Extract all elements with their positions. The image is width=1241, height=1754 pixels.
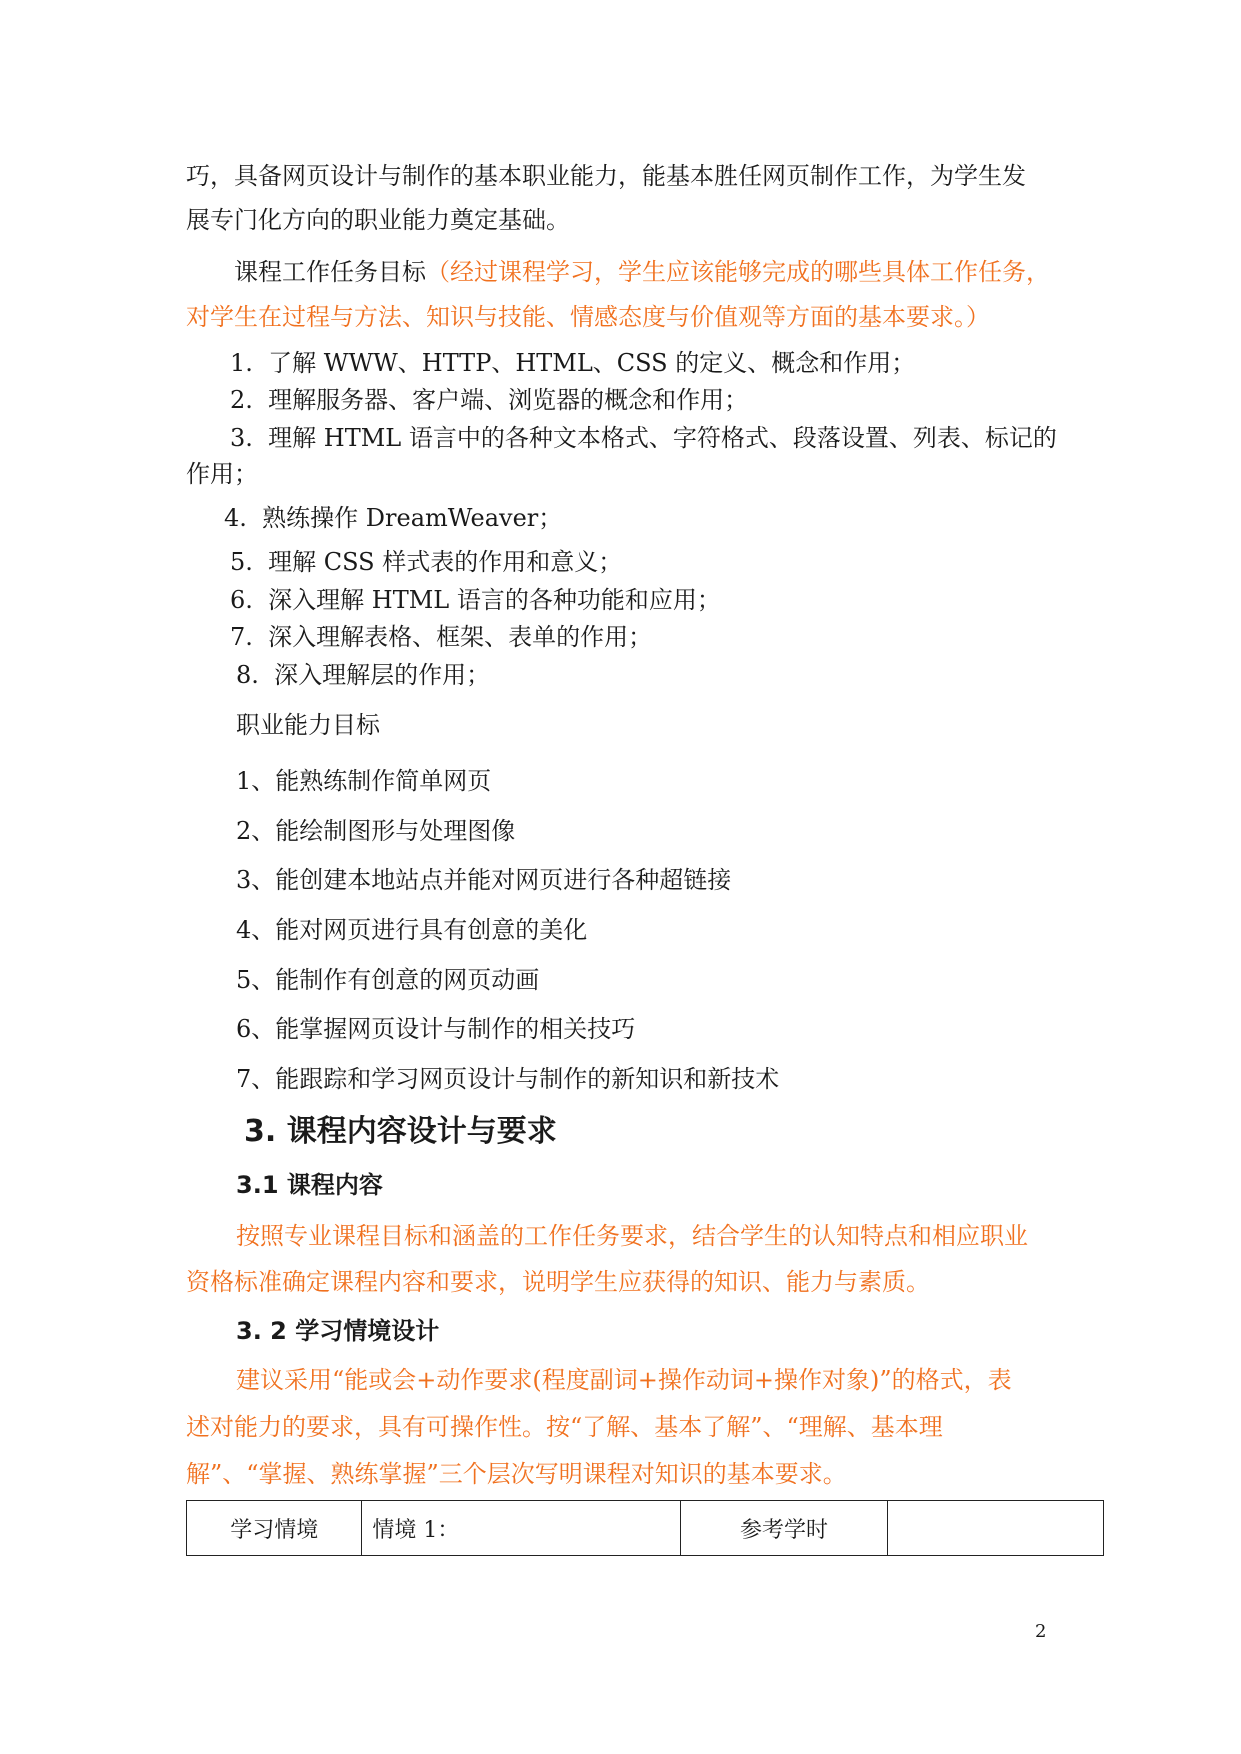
ability-item: 4、能对网页进行具有创意的美化: [236, 916, 588, 944]
task-goal-label: 课程工作任务目标: [234, 258, 426, 286]
ability-item: 6、能掌握网页设计与制作的相关技巧: [236, 1015, 636, 1043]
table-row: [187, 1501, 1104, 1556]
subsection-heading: 3. 2 学习情境设计: [236, 1317, 440, 1345]
task-item: [230, 621, 652, 653]
task-item-text: 理解 CSS 样式表的作用和意义；: [268, 548, 623, 576]
ability-item: 1、能熟练制作简单网页: [236, 767, 492, 795]
learning-situation-table: [186, 1500, 1104, 1556]
subsection-heading: 3.1 课程内容: [236, 1171, 383, 1199]
task-item-text: 熟练操作 DreamWeaver；: [262, 504, 563, 532]
task-item: [230, 422, 1057, 454]
sub1-text-line-2: 资格标准确定课程内容和要求，说明学生应获得的知识、能力与素质。: [186, 1268, 930, 1296]
task-item-number: 5.: [230, 548, 253, 576]
intro-line-1: 巧，具备网页设计与制作的基本职业能力，能基本胜任网页制作工作，为学生发: [186, 162, 1026, 190]
table-cell: 参考学时: [681, 1501, 887, 1556]
ability-item: 5、能制作有创意的网页动画: [236, 966, 540, 994]
ability-item: 3、能创建本地站点并能对网页进行各种超链接: [236, 866, 732, 894]
task-item-continuation: 作用；: [186, 460, 258, 488]
sub2-text-line-3: 解”、“掌握、熟练掌握”三个层次写明课程对知识的基本要求。: [186, 1460, 847, 1488]
task-item: [230, 546, 622, 578]
task-item-number: 2.: [230, 386, 253, 414]
intro-line-2: 展专门化方向的职业能力奠定基础。: [186, 206, 570, 234]
task-item-text: 深入理解 HTML 语言的各种功能和应用；: [268, 586, 721, 614]
page-number: 2: [1035, 1621, 1047, 1642]
task-item-number: 7.: [230, 623, 253, 651]
task-item-text: 理解服务器、客户端、浏览器的概念和作用；: [268, 386, 749, 414]
task-item: [230, 584, 721, 616]
task-item: [224, 502, 562, 534]
task-goal-note-1: （经过课程学习，学生应该能够完成的哪些具体工作任务，: [426, 258, 1050, 286]
sub2-text-line-1: 建议采用“能或会+动作要求(程度副词+操作动词+操作对象)”的格式，表: [236, 1366, 1012, 1394]
table-cell: 学习情境: [187, 1501, 362, 1556]
task-item-text: 深入理解层的作用；: [274, 661, 491, 689]
section-heading: 3. 课程内容设计与要求: [244, 1114, 557, 1149]
task-item-text: 了解 WWW、HTTP、HTML、CSS 的定义、概念和作用；: [268, 349, 916, 377]
sub2-text-line-2: 述对能力的要求，具有可操作性。按“了解、基本了解”、“理解、基本理: [186, 1413, 943, 1441]
task-item: [230, 347, 915, 379]
task-item-number: 4.: [224, 504, 247, 532]
ability-item: 7、能跟踪和学习网页设计与制作的新知识和新技术: [236, 1065, 780, 1093]
task-item: [236, 659, 490, 691]
ability-item: 2、能绘制图形与处理图像: [236, 817, 516, 845]
table-cell-empty: [887, 1501, 1103, 1556]
task-item: [230, 384, 748, 416]
task-item-text: 理解 HTML 语言中的各种文本格式、字符格式、段落设置、列表、标记的: [268, 424, 1057, 452]
task-item-text: 深入理解表格、框架、表单的作用；: [268, 623, 653, 651]
task-item-number: 6.: [230, 586, 253, 614]
task-goal-paragraph-line-1: [234, 256, 1050, 288]
task-item-number: 8.: [236, 661, 259, 689]
task-item-number: 1.: [230, 349, 253, 377]
ability-title: 职业能力目标: [236, 711, 380, 739]
table-cell: 情境 1：: [362, 1501, 681, 1556]
task-goal-note-2: 对学生在过程与方法、知识与技能、情感态度与价值观等方面的基本要求。）: [186, 303, 990, 331]
task-item-number: 3.: [230, 424, 253, 452]
sub1-text-line-1: 按照专业课程目标和涵盖的工作任务要求，结合学生的认知特点和相应职业: [236, 1222, 1028, 1250]
